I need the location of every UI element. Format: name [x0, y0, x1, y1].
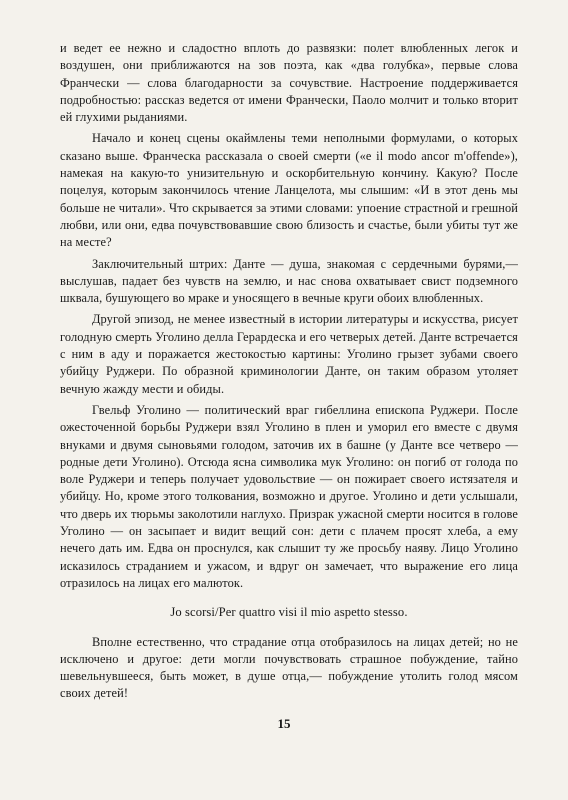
- paragraph-final-stroke: Заключительный штрих: Данте — душа, знакомая с сердечными бурями,— выслушав, падает без чувств на землю, и нас снова охватывает свист подземного шквала, бушующего во мраке и уносящего в вечные круги обоих влюбленных.: [60, 256, 518, 306]
- italian-quote: Jo scorsi/Per quattro visi il mio aspetto stesso.: [170, 605, 408, 620]
- paragraph-conclusion: Вполне естественно, что страдание отца отобразилось на лицах детей; но не исключено и другое: дети могли почувствовать страшное побуждение, тайно шевельнувшееся, быть может, в душе отца,— побуждение утолить голод мясом своих детей!: [60, 634, 518, 701]
- paragraph-ugolino-episode: Другой эпизод, не менее известный в истории литературы и искусства, рисует голодную смерть Уголино делла Герардеска и его четверых детей. Данте встречается с ним в аду и поражается жестокостью картины: Уголино грызет зубами своего убийцу Руджери. По образной криминологии Данте, он таким образом утоляет вечную жажду мести и обиды.: [60, 312, 518, 396]
- page-body: [60, 40, 518, 703]
- page-number: 15: [277, 716, 291, 731]
- paragraph-guelph-ugolino: Гвельф Уголино — политический враг гибеллина епископа Руджери. После ожесточенной борьбы Руджери взял Уголино в плен и уморил его вместе с двумя внуками и двумя сыновьями голодом, заточив их в башне (у Данте все четверо — родные дети Уголино). Отсюда ясна символика мук Уголино: он погиб от голода по воле Руджери и теперь получает удовольствие — он пожирает своего истязателя и убийцу. Но, кроме этого толкования, возможно и другое. Уголино и дети услышали, что дверь их тюрьмы заколотили наглухо. Призрак ужасной смерти носится в голове Уголино — он засыпает и видит вещий сон: дети с плачем просят хлеба, а ему нечего дать им. Едва он проснулся, как слышит ту же просьбу наяву. Лицо Уголино исказилось страданием и ужасом, и вдруг он замечает, что выражение его лица отразилось на лицах его малюток.: [60, 402, 518, 590]
- paragraph-francesca-flight: и ведет ее нежно и сладостно вплоть до развязки: полет влюбленных легок и воздушен, они приближаются на зов поэта, как «два голубка», первые слова Франчески — слова благодарности за сочувствие. Настроение поддерживается подробностью: рассказ ведется от имени Франчески, Паоло молчит и только вторит ей глухими рыданиями.: [60, 41, 518, 125]
- paragraph-scene-frame: Начало и конец сцены окаймлены теми неполными формулами, о которых сказано выше. Франческа рассказала о своей смерти («e il modo ancor m'offende»), намекая на какую-то унизительную и оскорбительную кончину. Какую? После поцелуя, которым закончилось чтение Ланцелота, мы слышим: «И в этот день мы больше не читали». Что скрывается за этими словами: упоение страстной и грешной любви, или они, едва почувствовавшие свою близость и счастье, были убиты тут же на месте?: [60, 131, 518, 250]
